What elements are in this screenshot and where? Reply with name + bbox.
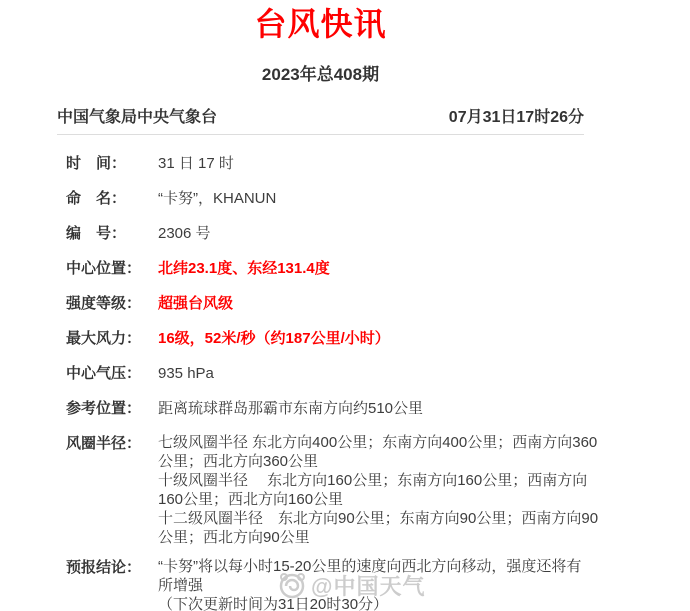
- header-divider: [57, 134, 584, 135]
- field-row: [66, 258, 584, 280]
- field-value-line: 十级风圈半径 东北方向160公里；东南方向160公里；西南方向: [158, 472, 588, 489]
- field-value-line: （下次更新时间为31日20时30分）: [158, 596, 389, 611]
- field-label: 预报结论：: [66, 559, 142, 576]
- field-row: [66, 363, 584, 385]
- field-label: 编 号：: [66, 225, 127, 242]
- field-row: [66, 398, 584, 420]
- field-value: 北纬23.1度、东经131.4度: [158, 260, 330, 277]
- field-value-line: 公里；西北方向90公里: [158, 529, 310, 546]
- field-label: 中心位置：: [66, 260, 142, 277]
- field-value-line: 160公里；西北方向160公里: [158, 491, 344, 508]
- field-row: [66, 188, 584, 210]
- bulletin-content: [57, 0, 599, 611]
- page-title: 台风快讯: [254, 6, 387, 42]
- field-value: 935 hPa: [158, 365, 214, 382]
- field-label: 最大风力：: [66, 330, 142, 347]
- issue-number: 2023年总408期: [261, 65, 380, 84]
- issue-datetime: 07月31日17时26分: [448, 109, 584, 126]
- field-row: [66, 223, 584, 245]
- field-value: [158, 557, 581, 611]
- field-value-line: “卡努”将以每小时15-20公里的速度向西北方向移动，强度还将有: [158, 558, 582, 575]
- field-row: [66, 433, 599, 547]
- field-value-line: 公里；西北方向360公里: [158, 453, 319, 470]
- field-value: “卡努”，KHANUN: [158, 190, 277, 207]
- field-label: 参考位置：: [66, 400, 142, 417]
- field-row: [66, 557, 584, 611]
- field-row: [66, 153, 584, 175]
- agency-name: 中国气象局中央气象台: [57, 109, 218, 126]
- field-label: 时 间：: [66, 155, 127, 172]
- field-label: 中心气压：: [66, 365, 142, 382]
- field-label: 风圈半径：: [66, 435, 142, 452]
- field-value: 16级，52米/秒（约187公里/小时）: [158, 330, 390, 347]
- field-value: [158, 433, 598, 547]
- field-label: 强度等级：: [66, 295, 142, 312]
- field-value: 31 日 17 时: [158, 155, 234, 172]
- field-value: 距离琉球群岛那霸市东南方向约510公里: [158, 400, 424, 417]
- field-label: 命 名：: [66, 190, 127, 207]
- field-value-line: 所增强: [158, 577, 204, 594]
- bulletin-header: [57, 104, 584, 127]
- field-value-line: 十二级风圈半径 东北方向90公里；东南方向90公里；西南方向90: [158, 510, 599, 527]
- field-value-line: 七级风圈半径 东北方向400公里；东南方向400公里；西南方向360: [158, 434, 598, 451]
- fields: [66, 153, 599, 611]
- field-row: [66, 328, 584, 350]
- watermark-text: @中国天气: [311, 574, 426, 599]
- field-row: [66, 293, 584, 315]
- field-value: 超强台风级: [158, 295, 234, 312]
- field-value: 2306 号: [158, 225, 211, 242]
